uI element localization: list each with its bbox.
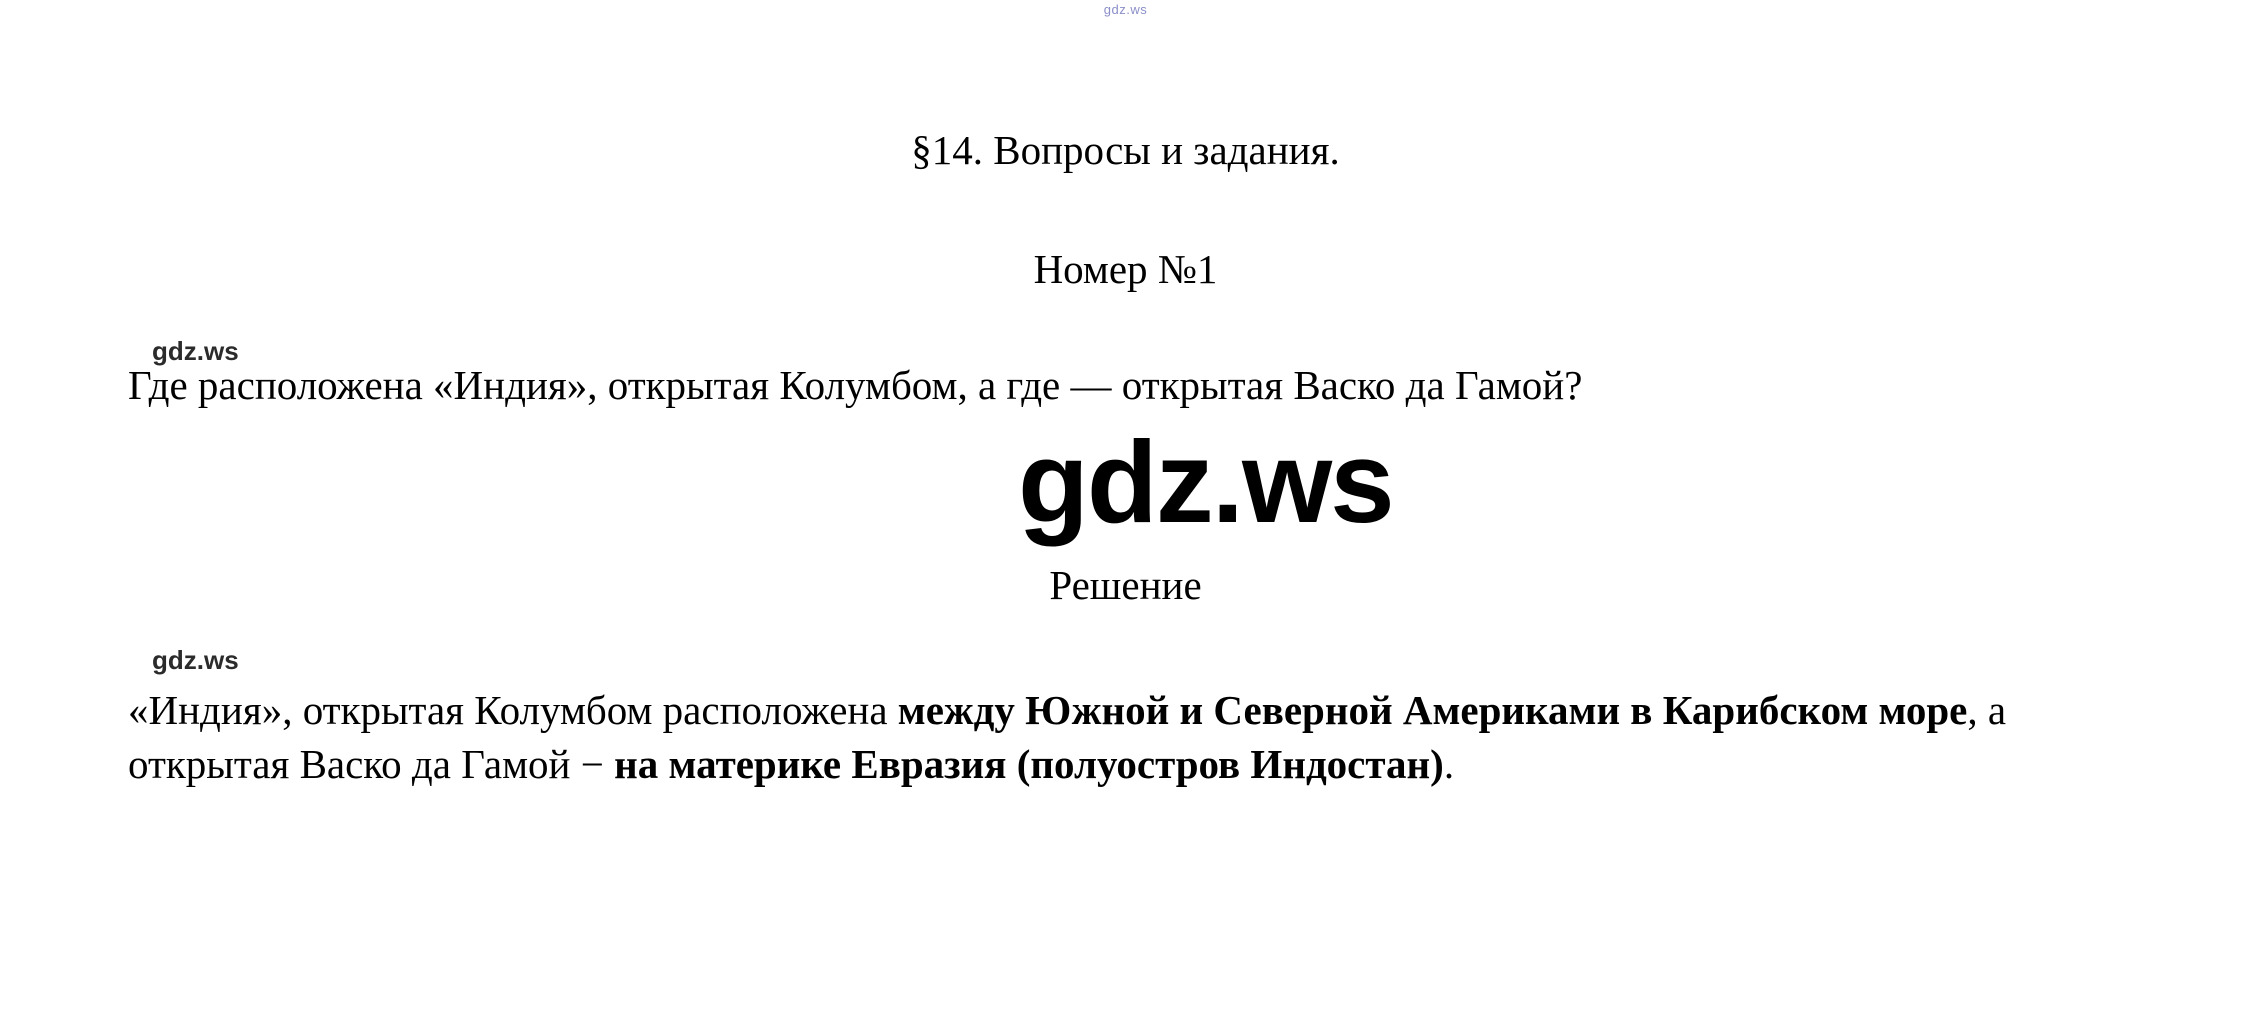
answer-text [128, 683, 2128, 791]
watermark-small-2: gdz.ws [152, 645, 239, 675]
watermark-big: gdz.ws [1018, 417, 1393, 547]
answer-bold-2: на материке Евразия (полуостров Индостан) [614, 741, 1444, 788]
answer-part-2: , а открытая Васко да Гамой − [128, 687, 2007, 788]
answer-bold-1: между Южной и Северной Америками в Карибском море [897, 687, 1968, 733]
answer-part-3: . [1443, 741, 1455, 788]
answer-part-1: «Индия», открытая Колумбом расположена [128, 687, 898, 733]
solution-label: Решение [1049, 562, 1202, 608]
page-title: §14. Вопросы и задания. [911, 127, 1340, 173]
task-number: Номер №1 [1033, 246, 1218, 292]
question-text: Где расположена «Индия», открытая Колумбом, а где — открытая Васко да Гамой? [128, 362, 1583, 408]
watermark-small-1: gdz.ws [152, 336, 239, 366]
watermark-top-tiny: gdz.ws [1103, 2, 1148, 17]
